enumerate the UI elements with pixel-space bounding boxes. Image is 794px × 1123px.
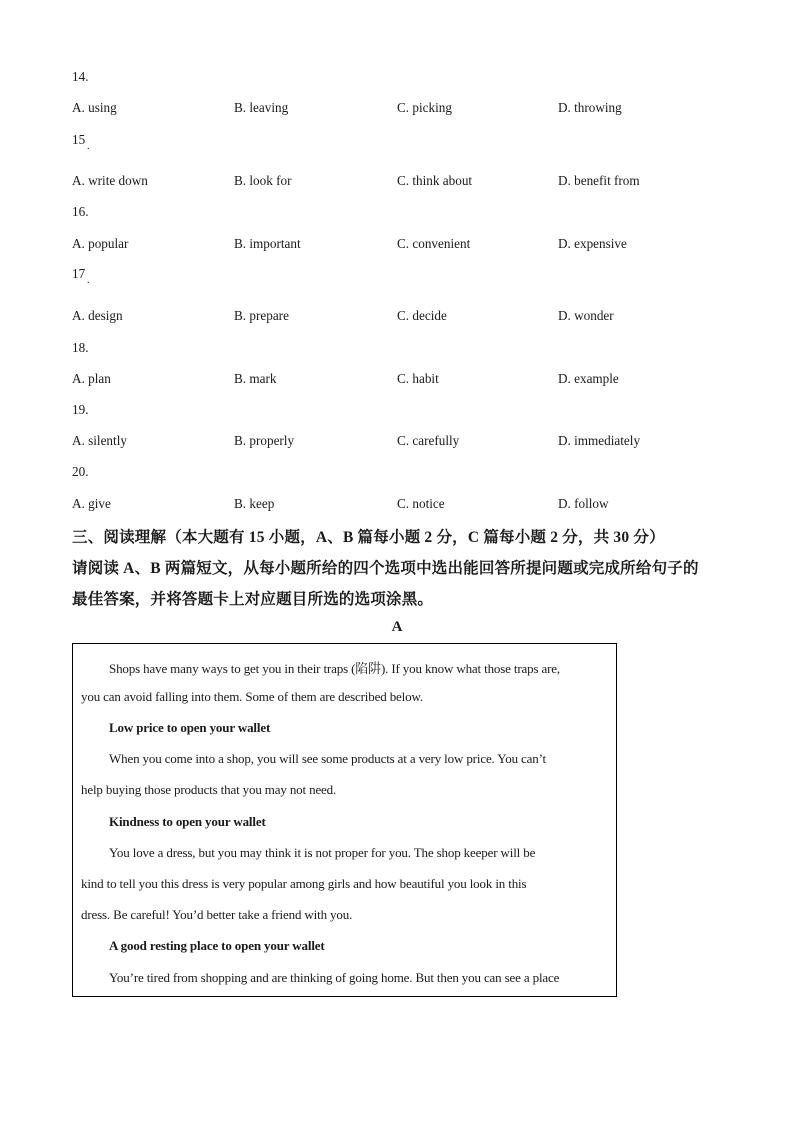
option-b: B. leaving: [234, 100, 289, 115]
passage-box: [72, 643, 617, 997]
option-a: A. popular: [72, 236, 129, 251]
question-number: 14.: [72, 69, 89, 84]
question-number: 19.: [72, 402, 89, 417]
option-c: C. habit: [397, 371, 439, 386]
option-a: A. plan: [72, 371, 111, 386]
option-c: C. think about: [397, 173, 473, 188]
option-b: B. keep: [234, 496, 275, 511]
option-d: D. wonder: [558, 308, 614, 323]
option-a: A. silently: [72, 433, 127, 448]
passage-line: you can avoid falling into them. Some of them are described below.: [81, 689, 423, 704]
option-a: A. design: [72, 308, 123, 323]
option-b: B. prepare: [234, 308, 289, 323]
option-c: C. notice: [397, 496, 445, 511]
passage-line: Shops have many ways to get you in their traps (陷阱). If you know what those traps are,: [109, 661, 561, 676]
option-b: B. important: [234, 236, 301, 251]
question-number: 17 .: [72, 266, 90, 286]
passage-subheading: A good resting place to open your wallet: [109, 938, 325, 953]
option-b: B. properly: [234, 433, 295, 448]
passage-line: When you come into a shop, you will see some products at a very low price. You can’t: [109, 751, 547, 766]
passage-line: You love a dress, but you may think it is not proper for you. The shop keeper will be: [109, 845, 536, 860]
option-d: D. example: [558, 371, 619, 386]
option-a: A. using: [72, 100, 117, 115]
section-instruction: 请阅读 A、B 两篇短文，从每小题所给的四个选项中选出能回答所提问题或完成所给句子的: [72, 560, 699, 577]
option-d: D. immediately: [558, 433, 641, 448]
option-d: D. follow: [558, 496, 609, 511]
section-instruction: 最佳答案，并将答题卡上对应题目所选的选项涂黑。: [72, 591, 434, 608]
option-b: B. mark: [234, 371, 277, 386]
passage-line: help buying those products that you may not need.: [81, 782, 337, 797]
question-number: 18.: [72, 340, 89, 355]
passage-label: A: [391, 619, 403, 635]
option-c: C. picking: [397, 100, 452, 115]
option-d: D. throwing: [558, 100, 622, 115]
option-c: C. carefully: [397, 433, 460, 448]
question-number: 16.: [72, 204, 89, 219]
option-d: D. expensive: [558, 236, 627, 251]
option-b: B. look for: [234, 173, 292, 188]
question-number: 20.: [72, 464, 89, 479]
passage-line: You’re tired from shopping and are thinking of going home. But then you can see a place: [109, 970, 560, 985]
option-d: D. benefit from: [558, 173, 640, 188]
section-title: 三、阅读理解（本大题有 15 小题，A、B 篇每小题 2 分，C 篇每小题 2 分，共 30 分）: [72, 529, 665, 546]
option-c: C. convenient: [397, 236, 471, 251]
passage-line: kind to tell you this dress is very popular among girls and how beautiful you look in this: [81, 876, 527, 891]
passage-subheading: Kindness to open your wallet: [109, 814, 266, 829]
option-c: C. decide: [397, 308, 447, 323]
passage-line: dress. Be careful! You’d better take a friend with you.: [81, 907, 353, 922]
option-a: A. write down: [72, 173, 148, 188]
option-a: A. give: [72, 496, 111, 511]
question-number: 15 .: [72, 132, 90, 152]
passage-subheading: Low price to open your wallet: [109, 720, 271, 735]
